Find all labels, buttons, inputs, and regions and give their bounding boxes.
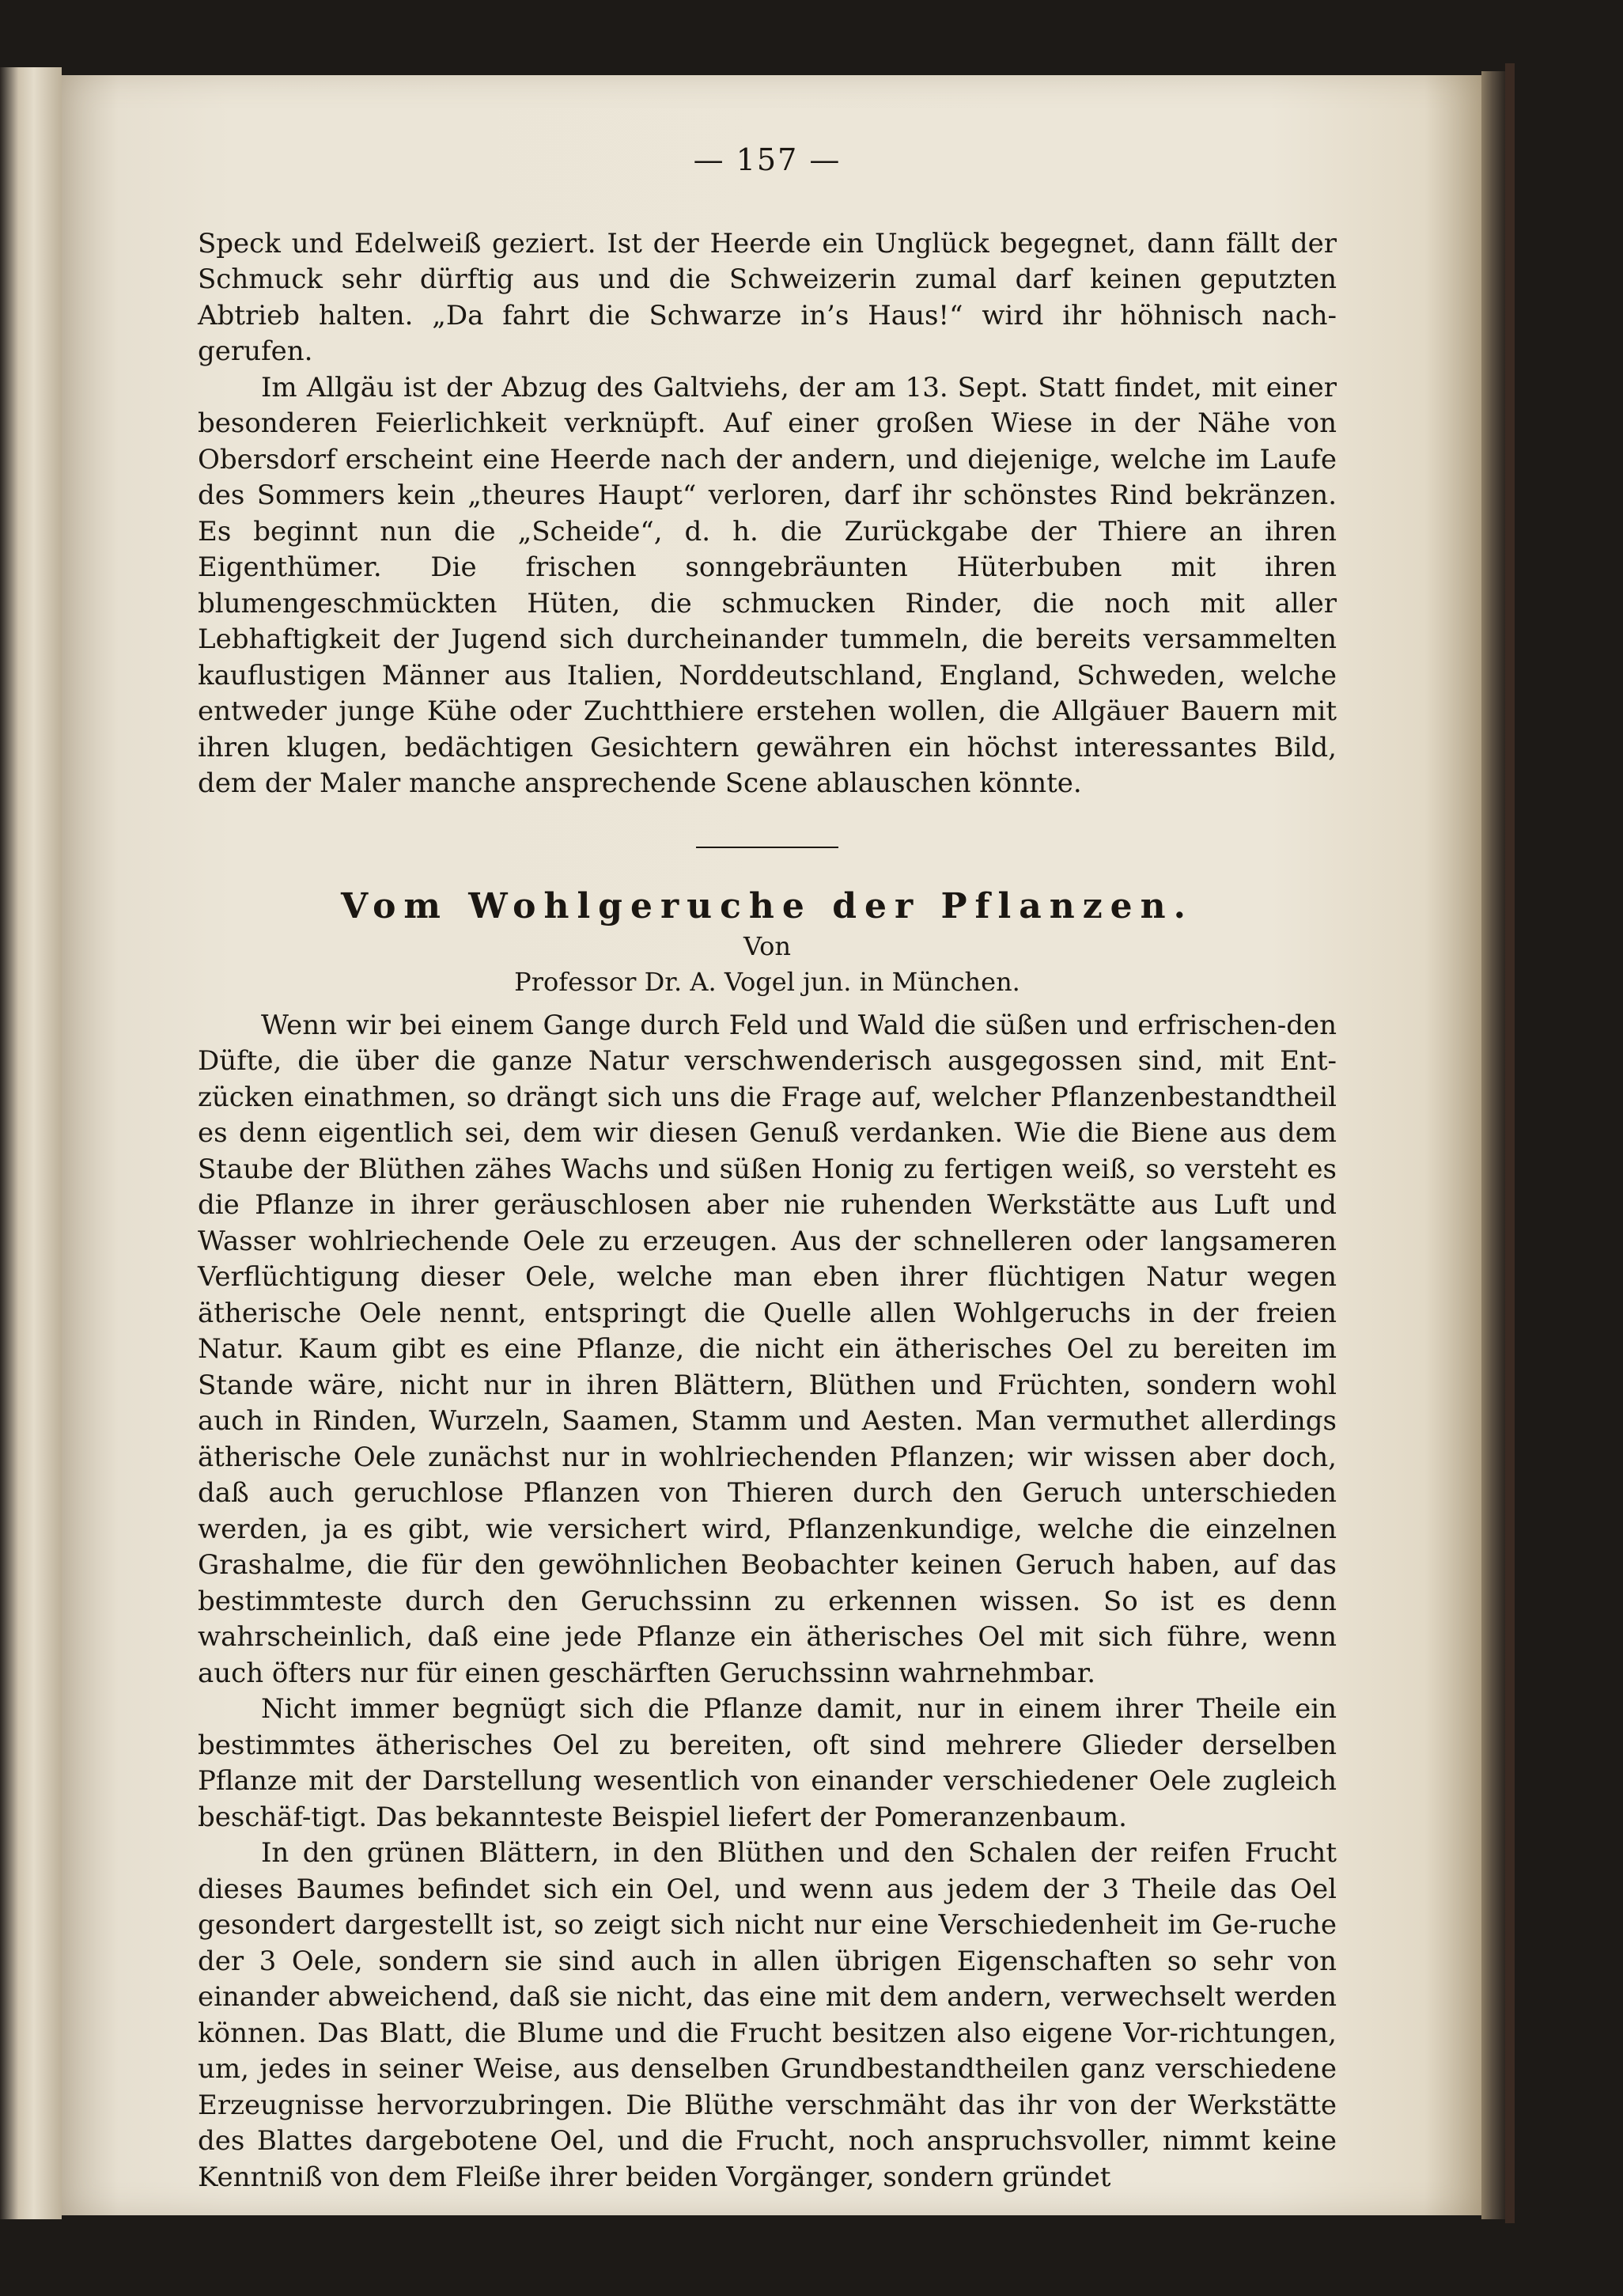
- paragraph-1: Wenn wir bei einem Gange durch Feld und Wald die süßen und erfrischen-den Düfte, die über die ganze Natur verschwenderisch ausgegossen sind, mit Ent-zücken einathmen, so drängt sich uns die Frage auf, welcher Pflanzenbestandtheil es denn eigentlich sei, dem wir diesen Genuß verdanken. Wie die Biene aus dem Staube der Blüthen zähes Wachs und süßen Honig zu fertigen weiß, so versteht es die Pflanze in ihrer geräuschlosen aber nie ruhenden Werkstätte aus Luft und Wasser wohlriechende Oele zu erzeugen. Aus der schnelleren oder langsameren Verflüchtigung dieser Oele, welche man eben ihrer flüchtigen Natur wegen ätherische Oele nennt, entspringt die Quelle allen Wohlgeruchs in der freien Natur. Kaum gibt es eine Pflanze, die nicht ein ätherisches Oel zu bereiten im Stande wäre, nicht nur in ihren Blättern, Blüthen und Früchten, sondern wohl auch in Rinden, Wurzeln, Saamen, Stamm und Aesten. Man vermuthet allerdings ätherische Oele zunächst nur in wohlriechenden Pflanzen; wir wissen aber doch, daß auch geruchlose Pflanzen von Thieren durch den Geruch unterschieden werden, ja es gibt, wie versichert wird, Pflanzenkundige, welche die einzelnen Grashalme, die für den gewöhnlichen Beobachter keinen Geruch haben, auf das bestimmteste durch den Geruchssinn zu erkennen wissen. So ist es denn wahrscheinlich, daß eine jede Pflanze ein ätherisches Oel mit sich führe, wenn auch öfters nur für einen geschärften Geruchssinn wahrnehmbar.: [198, 1009, 1337, 1689]
- left-page-gutter: [0, 67, 62, 2219]
- byline-von: Von: [743, 930, 792, 961]
- paragraph-allgaeu: Im Allgäu ist der Abzug des Galtviehs, der am 13. Sept. Statt findet, mit einer besonderen Feierlichkeit verknüpft. Auf einer großen Wiese in der Nähe von Obersdorf erscheint eine Heerde nach der andern, und diejenige, welche im Laufe des Sommers kein „theures Haupt“ verloren, darf ihr schönstes Rind bekränzen. Es beginnt nun die „Scheide“, d. h. die Zurückgabe der Thiere an ihren Eigenthümer. Die frischen sonngebräunten Hüterbuben mit ihren blumengeschmückten Hüten, die schmucken Rinder, die noch mit aller Lebhaftigkeit der Jugend sich durcheinander tummeln, die bereits versammelten kauflustigen Männer aus Italien, Norddeutschland, England, Schweden, welche entweder junge Kühe oder Zuchtthiere erstehen wollen, die Allgäuer Bauern mit ihren klugen, bedächtigen Gesichtern gewähren ein höchst interessantes Bild, dem der Maler manche ansprechende Scene ablauschen könnte.: [198, 371, 1337, 799]
- paragraph-2: Nicht immer begnügt sich die Pflanze damit, nur in einem ihrer Theile ein bestimmtes ätherisches Oel zu bereiten, oft sind mehrere Glieder derselben Pflanze mit der Darstellung wesentlich von einander verschiedener Oele zugleich beschäf-tigt. Das bekannteste Beispiel liefert der Pomeranzenbaum.: [198, 1693, 1337, 1833]
- page-edge: [1481, 71, 1505, 2219]
- page-number: — 157 —: [693, 142, 842, 177]
- article-title: Vom Wohlgeruche der Pflanzen.: [340, 885, 1194, 926]
- page-text: [198, 142, 1337, 2196]
- byline-author: Professor Dr. A. Vogel jun. in München.: [514, 966, 1020, 997]
- paragraph-3: In den grünen Blättern, in den Blüthen und den Schalen der reifen Frucht dieses Baumes befindet sich ein Oel, und wenn aus jedem der 3 Theile das Oel gesondert dargestellt ist, so zeigt sich nicht nur eine Verschiedenheit im Ge-ruche der 3 Oele, sondern sie sind auch in allen übrigen Eigenschaften so sehr von einander abweichend, daß sie nicht, das eine mit dem andern, verwechselt werden können. Das Blatt, die Blume und die Frucht besitzen also eigene Vor-richtungen, um, jedes in seiner Weise, aus denselben Grundbestandtheilen ganz verschiedene Erzeugnisse hervorzubringen. Die Blüthe verschmäht das ihr von der Werkstätte des Blattes dargebotene Oel, und die Frucht, noch anspruchsvoller, nimmt keine Kenntniß von dem Fleiße ihrer beiden Vorgänger, sondern gründet: [198, 1837, 1337, 2193]
- section-divider: [696, 847, 838, 848]
- paragraph-continued: Speck und Edelweiß geziert. Ist der Heerde ein Unglück begegnet, dann fällt der Schmuck sehr dürftig aus und die Schweizerin zumal darf keinen geputzten Abtrieb halten. „Da fahrt die Schwarze in’s Haus!“ wird ihr höhnisch nach-gerufen.: [198, 227, 1337, 367]
- book-cover-edge: [1505, 63, 1515, 2223]
